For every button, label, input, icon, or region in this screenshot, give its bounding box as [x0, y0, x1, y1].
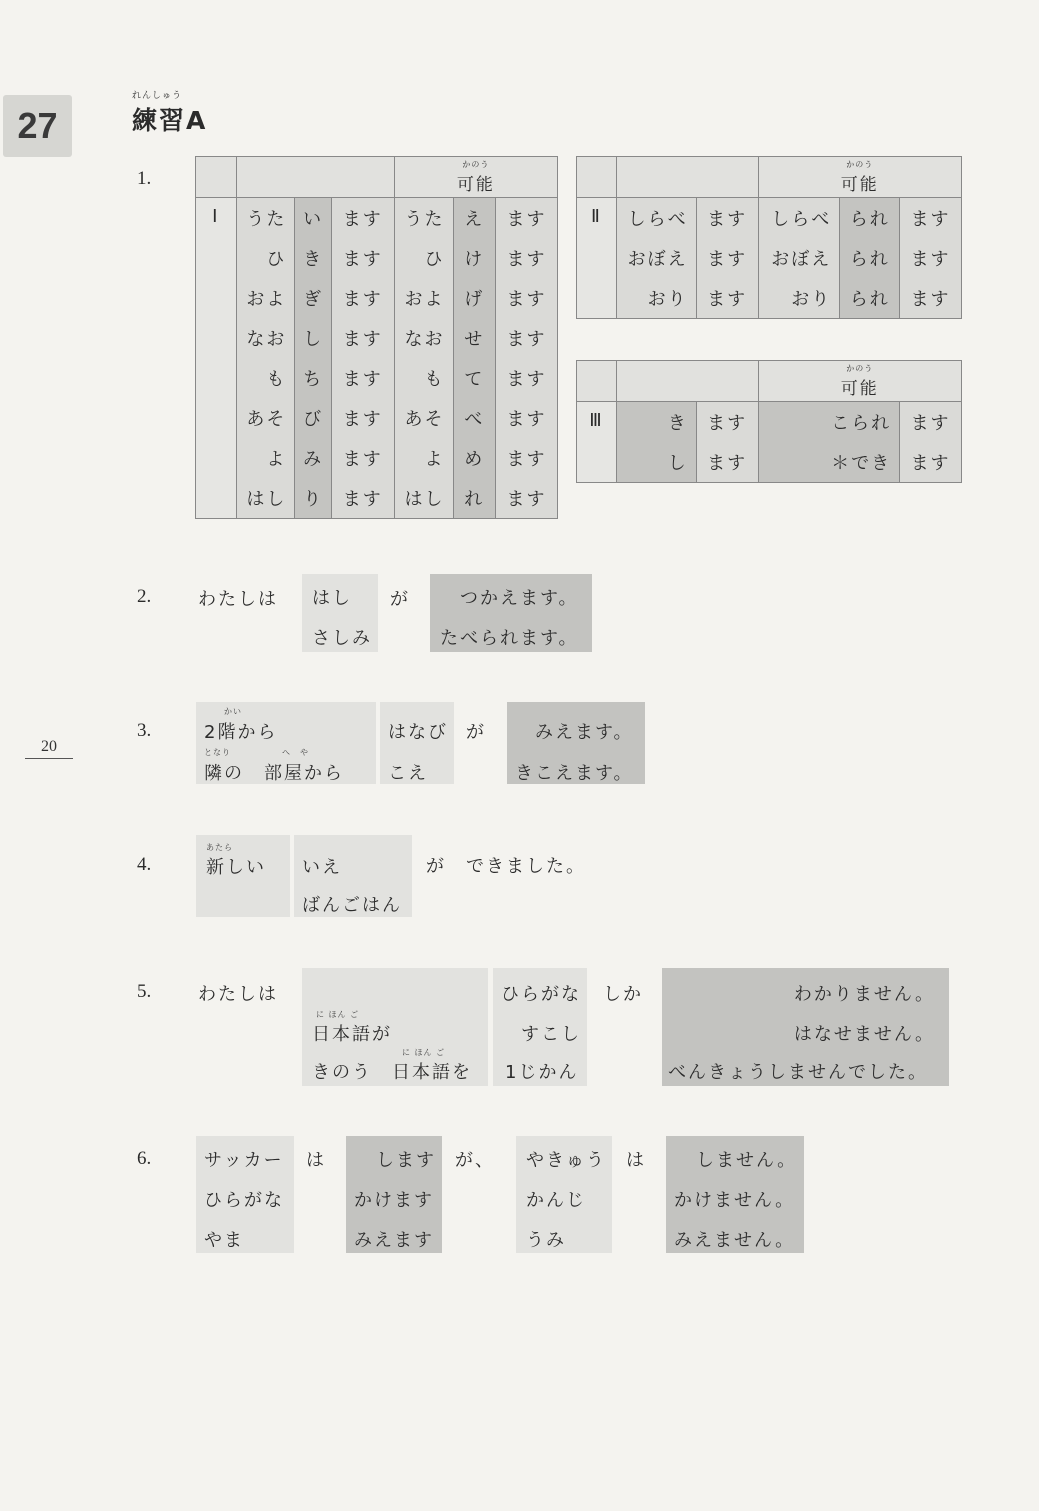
ex6-a-noun: サッカー — [204, 1150, 284, 1171]
ruby-heya: へ や — [282, 748, 309, 757]
header-label: 可能 — [840, 175, 879, 195]
table-row — [196, 438, 558, 478]
ex5-object: 日本語が — [312, 1024, 392, 1045]
ex4-noun: ばんごはん — [302, 895, 402, 916]
verb-stem: あそ — [236, 398, 295, 438]
group-label: Ⅲ — [577, 402, 617, 483]
masu: ます — [496, 238, 558, 278]
potential-form: ＊でき — [758, 442, 900, 483]
ex6-wa: は — [626, 1150, 646, 1171]
ex2-verb: つかえます。 — [460, 588, 579, 609]
potential-ending-char: れ — [453, 478, 496, 519]
ex2-particle: が — [390, 589, 410, 610]
verb-stem: おり — [616, 278, 696, 319]
header-ruby: かのう — [846, 364, 874, 373]
masu: ます — [331, 238, 394, 278]
masu: ます — [496, 438, 558, 478]
page-title — [132, 88, 207, 137]
table-row — [196, 278, 558, 318]
ex6-b-noun: かんじ — [526, 1190, 586, 1211]
masu: ます — [496, 358, 558, 398]
ex4-tail: が できました。 — [426, 856, 586, 877]
masu: ます — [900, 402, 962, 443]
verb-stem: おり — [758, 278, 840, 319]
title-ruby: れんしゅう — [132, 91, 183, 101]
ex6-b-verb: しません。 — [696, 1150, 798, 1171]
table-row — [577, 198, 962, 239]
ex2-verb: たべられます。 — [440, 628, 579, 649]
verb-stem: およ — [236, 278, 295, 318]
group2-table — [576, 156, 962, 319]
verb-stem: も — [236, 358, 295, 398]
potential-ending-char: め — [453, 438, 496, 478]
ex5-amount: すこし — [521, 1024, 581, 1045]
masu: ます — [496, 478, 558, 519]
verb-stem: うた — [394, 198, 453, 239]
ex5-verb-box — [662, 968, 949, 1086]
verb-stem: も — [394, 358, 453, 398]
masu: ます — [496, 198, 558, 239]
ex3-verb-box — [507, 702, 645, 784]
masu: ます — [696, 278, 758, 319]
masu-ending-char: り — [295, 478, 332, 519]
masu-ending-char: い — [295, 198, 332, 239]
title-text: 練習A — [132, 106, 208, 135]
group3-table — [576, 360, 962, 483]
masu: ます — [496, 278, 558, 318]
verb-stem: ひ — [394, 238, 453, 278]
ex5-subject: わたしは — [198, 984, 278, 1005]
masu: ます — [696, 238, 758, 278]
ex6-a-verb: みえます — [354, 1230, 434, 1251]
header-label: 可能 — [840, 379, 879, 399]
masu: ます — [900, 278, 962, 319]
verb-stem: はし — [236, 478, 295, 519]
ruby-nihongo: に ほん ご — [402, 1048, 446, 1057]
ex3-verb: きこえます。 — [515, 763, 634, 784]
ex6-b-verb: みえません。 — [674, 1230, 796, 1251]
page-number: 20 — [25, 738, 73, 759]
potential-suffix: られ — [840, 238, 900, 278]
ex6-b-noun: うみ — [526, 1230, 566, 1251]
ex6-a-noun: ひらがな — [204, 1190, 284, 1211]
group-label: Ⅱ — [577, 198, 617, 319]
ex6-a-verb-box — [346, 1136, 442, 1253]
ruby-kai: かい — [224, 707, 242, 716]
verb-stem: よ — [394, 438, 453, 478]
verb-stem: しらべ — [758, 198, 840, 239]
exercise-1-number: 1. — [137, 168, 152, 189]
ex2-noun: はし — [312, 588, 352, 609]
ex4-adj: 新しい — [206, 857, 266, 878]
verb-stem: し — [616, 442, 696, 483]
potential-ending-char: え — [453, 198, 496, 239]
group1-table — [195, 156, 558, 519]
masu: ます — [900, 442, 962, 483]
verb-stem: はし — [394, 478, 453, 519]
ex5-verb: はなせません。 — [793, 1024, 935, 1045]
ex3-noun: こえ — [388, 763, 428, 784]
exercise-2-number: 2. — [137, 586, 152, 607]
ex5-object-box — [302, 968, 488, 1086]
ex4-noun: いえ — [302, 857, 342, 878]
ex5-shika: しか — [603, 984, 643, 1005]
potential-ending-char: げ — [453, 278, 496, 318]
verb-stem: しらべ — [616, 198, 696, 239]
header-ruby: かのう — [462, 160, 490, 169]
ex3-place-box — [196, 702, 376, 784]
masu: ます — [496, 398, 558, 438]
verb-stem: なお — [394, 318, 453, 358]
masu: ます — [696, 198, 758, 239]
exercise-6-number: 6. — [137, 1148, 152, 1169]
table-row — [577, 278, 962, 319]
verb-stem: およ — [394, 278, 453, 318]
ex6-wa: は — [306, 1150, 326, 1171]
masu: ます — [331, 318, 394, 358]
ex2-subject: わたしは — [198, 589, 278, 610]
ex6-a-verb: かけます — [354, 1190, 434, 1211]
ex3-noun-box — [380, 702, 454, 784]
ex4-adj-box — [196, 835, 290, 917]
ex6-ga: が、 — [455, 1150, 495, 1171]
ex2-noun: さしみ — [312, 628, 372, 649]
exercise-4-number: 4. — [137, 854, 152, 875]
verb-stem: あそ — [394, 398, 453, 438]
masu-ending-char: ち — [295, 358, 332, 398]
ex5-amount: 1じかん — [505, 1062, 579, 1083]
ex5-amount: ひらがな — [501, 984, 581, 1005]
ex3-place: 2階から — [204, 722, 278, 743]
ex3-place: 隣の 部屋から — [204, 763, 344, 784]
verb-stem: なお — [236, 318, 295, 358]
ex5-object: きのう 日本語を — [312, 1062, 472, 1083]
verb-stem: おぼえ — [758, 238, 840, 278]
table-row — [577, 442, 962, 483]
table-row — [196, 198, 558, 239]
masu: ます — [331, 398, 394, 438]
ruby-atara: あたら — [206, 843, 233, 852]
ex5-verb: わかりません。 — [793, 984, 935, 1005]
table-row — [577, 238, 962, 278]
masu-ending-char: び — [295, 398, 332, 438]
masu: ます — [696, 442, 758, 483]
header-label: 可能 — [456, 175, 495, 195]
ex6-a-noun-box — [196, 1136, 294, 1253]
ex3-noun: はなび — [388, 722, 448, 743]
ex6-b-noun: やきゅう — [526, 1150, 606, 1171]
ex4-noun-box — [294, 835, 412, 917]
ex6-b-verb: かけません。 — [674, 1190, 796, 1211]
masu: ます — [696, 402, 758, 443]
ex6-a-verb: します — [376, 1150, 436, 1171]
potential-ending-char: せ — [453, 318, 496, 358]
table-row — [196, 238, 558, 278]
exercise-3-number: 3. — [137, 720, 152, 741]
table-row — [196, 398, 558, 438]
ex5-amount-box — [493, 968, 587, 1086]
ex2-noun-box — [302, 574, 378, 652]
ex3-verb: みえます。 — [535, 722, 634, 743]
table-row — [577, 402, 962, 443]
verb-stem: うた — [236, 198, 295, 239]
potential-ending-char: て — [453, 358, 496, 398]
ex6-b-noun-box — [516, 1136, 612, 1253]
ex2-verb-box — [430, 574, 592, 652]
masu: ます — [331, 198, 394, 239]
masu: ます — [331, 278, 394, 318]
table-row — [196, 478, 558, 519]
masu: ます — [900, 238, 962, 278]
ex6-b-verb-box — [666, 1136, 804, 1253]
chapter-tab: 27 — [3, 95, 72, 157]
group-label: Ⅰ — [196, 198, 237, 519]
masu: ます — [331, 358, 394, 398]
ex6-a-noun: やま — [204, 1230, 244, 1251]
masu: ます — [331, 478, 394, 519]
ex3-particle: が — [466, 722, 486, 743]
potential-ending-char: け — [453, 238, 496, 278]
masu: ます — [331, 438, 394, 478]
ruby-nihongo: に ほん ご — [316, 1010, 360, 1019]
table-row — [196, 318, 558, 358]
masu-ending-char: し — [295, 318, 332, 358]
verb-stem: おぼえ — [616, 238, 696, 278]
masu-ending-char: き — [295, 238, 332, 278]
masu: ます — [496, 318, 558, 358]
table-row — [196, 358, 558, 398]
potential-suffix: られ — [840, 198, 900, 239]
potential-form: こられ — [758, 402, 900, 443]
ruby-tonari: となり — [204, 748, 231, 757]
exercise-5-number: 5. — [137, 981, 152, 1002]
masu: ます — [900, 198, 962, 239]
ex5-verb: べんきょうしませんでした。 — [668, 1062, 928, 1083]
header-ruby: かのう — [846, 160, 874, 169]
masu-ending-char: み — [295, 438, 332, 478]
verb-stem: き — [616, 402, 696, 443]
masu-ending-char: ぎ — [295, 278, 332, 318]
potential-suffix: られ — [840, 278, 900, 319]
potential-ending-char: べ — [453, 398, 496, 438]
verb-stem: よ — [236, 438, 295, 478]
verb-stem: ひ — [236, 238, 295, 278]
